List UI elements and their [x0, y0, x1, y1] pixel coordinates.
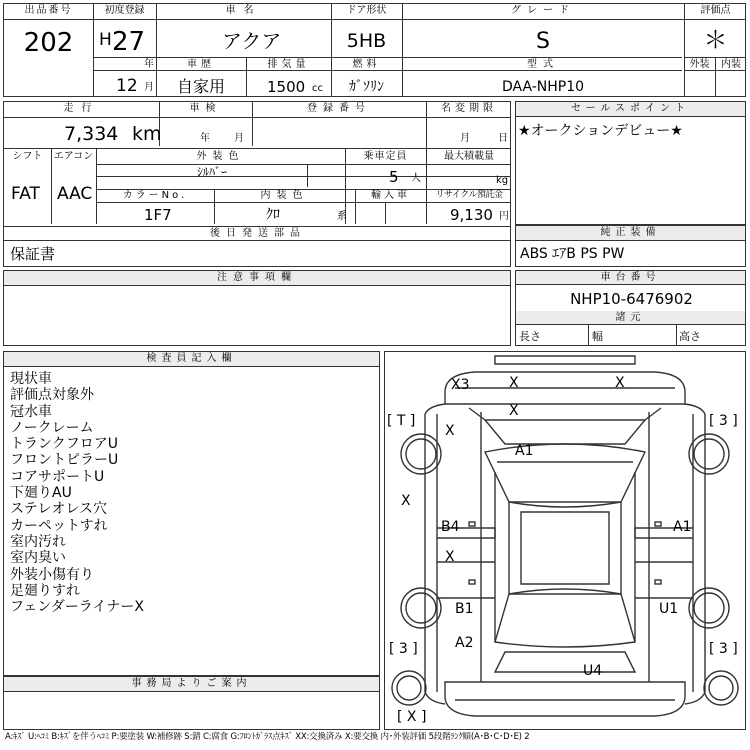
office-label: 事務局よりご案内 [4, 677, 379, 692]
mark-bracket-3-bottom-right: [ 3 ] [709, 641, 738, 657]
list-item: カーペットすれ [10, 517, 108, 534]
sales-point: ★オークションデビュー★ [518, 123, 683, 139]
mileage-unit: km [132, 123, 162, 145]
mark-a1-hood: A1 [515, 443, 534, 459]
chassis-panel [515, 270, 746, 346]
mileage-label: 走行 [63, 103, 100, 114]
list-item: トランクフロアU [10, 436, 118, 453]
lot-no: 202 [23, 28, 74, 58]
ext-color-label: 外装色 [196, 151, 245, 162]
list-item: 評価点対象外 [10, 387, 94, 404]
car-outline [385, 352, 745, 729]
inspection-year-unit: 年 [200, 133, 210, 144]
mark-x-rear-door: X [445, 549, 455, 565]
recycle-amount: 9,130 [450, 206, 493, 224]
fuel-label: 燃料 [352, 59, 381, 70]
fuel: ｶﾞｿﾘﾝ [349, 79, 384, 95]
list-item: コアサポートU [10, 468, 105, 485]
caution-label: 注意事項欄 [4, 271, 510, 286]
car-name-label: 車名 [225, 5, 262, 16]
title-change-label: 名変期限 [441, 103, 497, 114]
car-name: アクア [222, 29, 282, 53]
lot-no-label: 出品番号 [24, 5, 73, 16]
damage-diagram [384, 351, 746, 730]
chassis-no: NHP10-6476902 [570, 290, 693, 308]
list-item: 足廻りすれ [10, 582, 80, 599]
equipment-label: 純正装備 [516, 226, 745, 241]
mileage-panel [3, 101, 511, 267]
list-item: 冠水車 [10, 403, 52, 420]
mileage: 7,334 [64, 123, 119, 145]
docs: 保証書 [10, 245, 56, 263]
year-unit: 年 [144, 59, 154, 70]
mark-x-front-left: X [509, 375, 519, 391]
int-color-label: 内装色 [260, 190, 309, 201]
max-load-label: 最大積載量 [444, 151, 494, 162]
shift-label: シフト [12, 151, 43, 162]
legend: A:ｷｽﾞ U:ﾍｺﾐ B:ｷｽﾞを伴うﾍｺﾐ P:要塗装 W:補修跡 S:錆 C:腐食 G:ﾌﾛﾝﾄｶﾞﾗｽ点ｷｽﾞ XX:交換済み X:要交換 内･外装評価 5段階ﾗﾝｸ順(A･B･C･D･E) 2 [5, 732, 530, 742]
door-label: ドア形状 [346, 5, 387, 16]
month-unit: 月 [144, 82, 154, 93]
displacement: 1500 [267, 78, 306, 96]
list-item: 下廻りAU [10, 485, 72, 502]
door-type: 5HB [346, 30, 387, 52]
mark-x-front-right: X [615, 375, 625, 391]
mark-bracket-t: [ T ] [387, 413, 416, 429]
model: DAA-NHP10 [501, 79, 585, 95]
mark-bracket-3-bottom-left: [ 3 ] [389, 641, 418, 657]
inspector-panel [3, 351, 380, 676]
color-no-label: カラーNo. [122, 190, 188, 201]
list-item: フェンダーライナーX [10, 599, 144, 616]
displacement-label: 排気量 [267, 59, 310, 70]
color-no: 1F7 [144, 206, 172, 224]
inspection-label: 車検 [189, 103, 222, 114]
int-color: ｸﾛ [266, 207, 280, 223]
mark-b4: B4 [441, 519, 460, 535]
caution-panel [3, 270, 511, 346]
mark-a2: A2 [455, 635, 474, 651]
import-label: 輸入車 [371, 190, 410, 201]
header-panel [3, 3, 746, 97]
mark-x-windshield: X [509, 403, 519, 419]
width-label: 幅 [592, 330, 603, 343]
title-day-unit: 日 [498, 133, 508, 144]
int-color-unit: 系 [337, 211, 347, 222]
chassis-label: 車台番号 [516, 271, 745, 285]
mark-bracket-3-top-right: [ 3 ] [709, 413, 738, 429]
mark-bracket-x-bottom: [ X ] [397, 709, 427, 725]
sales-point-panel [515, 101, 746, 225]
first-reg-label: 初度登録 [104, 5, 145, 16]
history-label: 車歴 [187, 59, 215, 70]
grade: S [536, 29, 550, 54]
history: 自家用 [176, 77, 225, 96]
score-label: 評価点 [700, 5, 731, 16]
title-month-unit: 月 [460, 133, 470, 144]
docs-label: 後日発送部品 [210, 228, 306, 239]
recycle-label: リサイクル預託金 [435, 190, 503, 200]
displacement-unit: cc [312, 83, 323, 94]
ac-label: エアコン [53, 151, 94, 162]
list-item: ノークレーム [10, 419, 94, 436]
equipment: ABS ｴｱB PS PW [520, 246, 625, 262]
model-label: 型式 [527, 59, 559, 70]
mark-u1: U1 [659, 601, 679, 617]
capacity-unit: 人 [411, 173, 421, 184]
mark-b1: B1 [455, 601, 474, 617]
ac: AAC [57, 184, 93, 204]
mark-u4: U4 [583, 663, 603, 679]
exterior-label: 外装 [689, 59, 710, 70]
ext-color: ｼﾙﾊﾞｰ [197, 165, 228, 179]
mark-x-fender: X [445, 423, 455, 439]
first-reg-month: 12 [116, 76, 138, 96]
sales-point-label: セールスポイント [516, 102, 745, 117]
mark-a1-side: A1 [673, 519, 692, 535]
max-load-unit: kg [496, 175, 509, 186]
height-label: 高さ [679, 330, 701, 343]
capacity: 5 [389, 168, 399, 186]
list-item: ステレオレス穴 [10, 501, 108, 518]
interior-label: 内装 [721, 59, 741, 70]
length-label: 長さ [519, 330, 541, 343]
inspection-month-unit: 月 [234, 133, 244, 144]
dims-label: 諸元 [516, 311, 745, 325]
era: H [99, 30, 112, 50]
first-reg-year: 27 [112, 27, 146, 57]
inspector-list [10, 371, 144, 615]
equipment-panel [515, 225, 746, 267]
list-item: フロントピラーU [10, 452, 119, 469]
reg-no-label: 登録番号 [307, 103, 371, 114]
shift: FAT [11, 184, 40, 204]
inspector-label: 検査員記入欄 [4, 352, 379, 367]
list-item: 現状車 [10, 371, 52, 387]
office-panel [3, 676, 380, 730]
recycle-unit: 円 [499, 211, 509, 222]
grade-label: グレード [511, 5, 575, 16]
list-item: 室内汚れ [10, 533, 66, 550]
list-item: 外装小傷有り [10, 566, 94, 583]
list-item: 室内臭い [10, 550, 66, 567]
capacity-label: 乗車定員 [363, 151, 408, 162]
mark-x3: X3 [451, 377, 470, 393]
mark-x-door: X [401, 493, 411, 509]
score: ＊ [703, 26, 728, 54]
